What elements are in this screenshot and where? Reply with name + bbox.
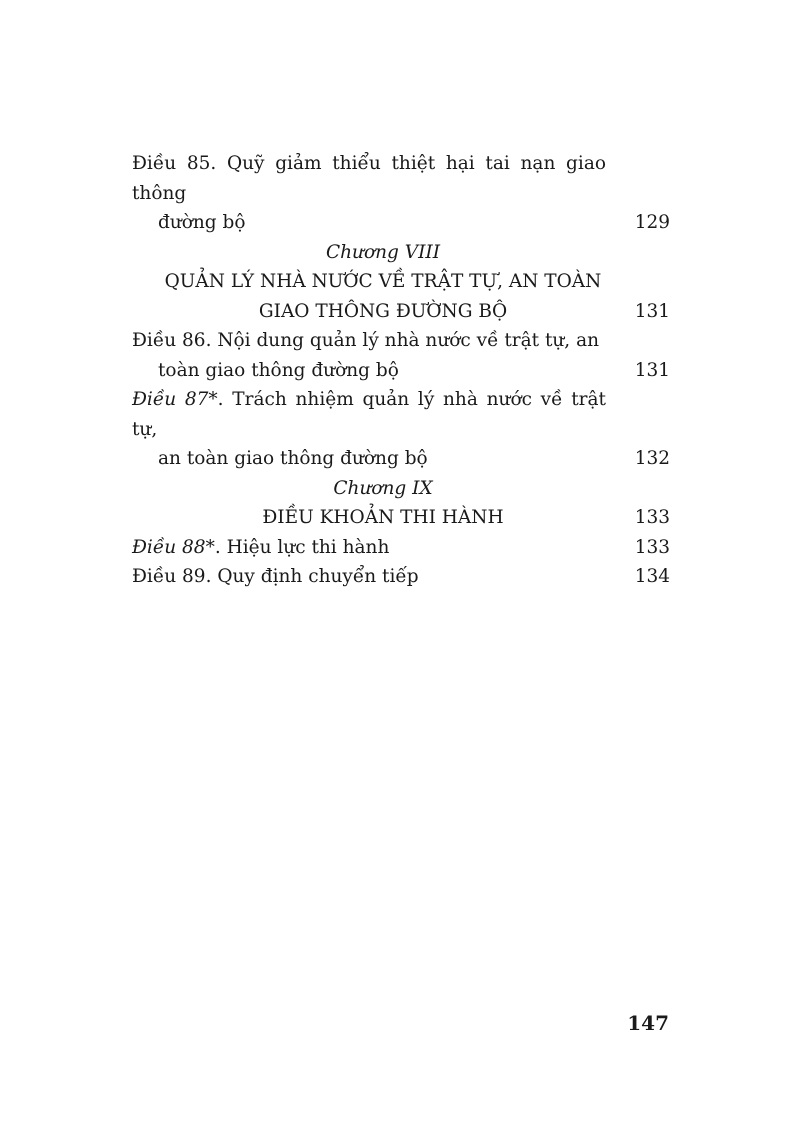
toc-entry-86[interactable] bbox=[132, 326, 670, 385]
toc-page-number: 131 bbox=[634, 300, 670, 322]
toc-entry-title-text: . Hiệu lực thi hành bbox=[214, 536, 390, 558]
toc-entry-title-continued: an toàn giao thông đường bộ bbox=[158, 448, 428, 469]
toc-entry-85[interactable] bbox=[132, 149, 670, 238]
toc-page-number: 132 bbox=[634, 448, 670, 469]
toc-chapter-ix bbox=[132, 474, 670, 504]
toc-page-number: 133 bbox=[634, 507, 670, 528]
toc-entry-88[interactable] bbox=[132, 533, 670, 563]
toc-entry-title-continued: đường bộ bbox=[158, 212, 246, 233]
chapter-label: Chương IX bbox=[333, 477, 433, 499]
toc-entry-label: Điều 88* bbox=[132, 536, 215, 558]
chapter-heading-line-1: ĐIỀU KHOẢN THI HÀNH bbox=[262, 507, 504, 528]
toc-entry-title-continued: toàn giao thông đường bộ bbox=[158, 359, 399, 381]
toc-page-number: 129 bbox=[634, 212, 670, 233]
chapter-label: Chương VIII bbox=[325, 241, 441, 263]
toc-chapter-viii bbox=[132, 238, 670, 268]
toc-chapter-ix-heading[interactable] bbox=[132, 503, 670, 533]
table-of-contents bbox=[132, 149, 670, 592]
toc-entry-87[interactable] bbox=[132, 385, 670, 474]
page-number: 147 bbox=[627, 1011, 669, 1035]
toc-entry-title bbox=[132, 385, 606, 444]
toc-entry-title: Điều 89. Quy định chuyển tiếp bbox=[132, 566, 419, 587]
toc-page-number: 133 bbox=[634, 536, 670, 558]
toc-chapter-viii-heading[interactable] bbox=[132, 267, 670, 326]
toc-entry-label: Điều 87* bbox=[132, 389, 218, 410]
toc-entry-title: Điều 86. Nội dung quản lý nhà nước về trật tự, an bbox=[132, 330, 600, 351]
chapter-heading-line-1: QUẢN LÝ NHÀ NƯỚC VỀ TRẬT TỰ, AN TOÀN bbox=[164, 271, 602, 292]
toc-entry-title-text: . Trách nhiệm quản lý nhà nước về trật tự, bbox=[132, 389, 606, 440]
toc-page-number: 134 bbox=[634, 566, 670, 587]
toc-entry-title: Điều 85. Quỹ giảm thiểu thiệt hại tai nạn giao thông bbox=[132, 153, 606, 204]
chapter-heading-line-2: GIAO THÔNG ĐƯỜNG BỘ bbox=[258, 300, 508, 322]
toc-entry-title bbox=[132, 533, 606, 563]
toc-page-number: 131 bbox=[634, 359, 670, 381]
toc-entry-89[interactable] bbox=[132, 562, 670, 592]
